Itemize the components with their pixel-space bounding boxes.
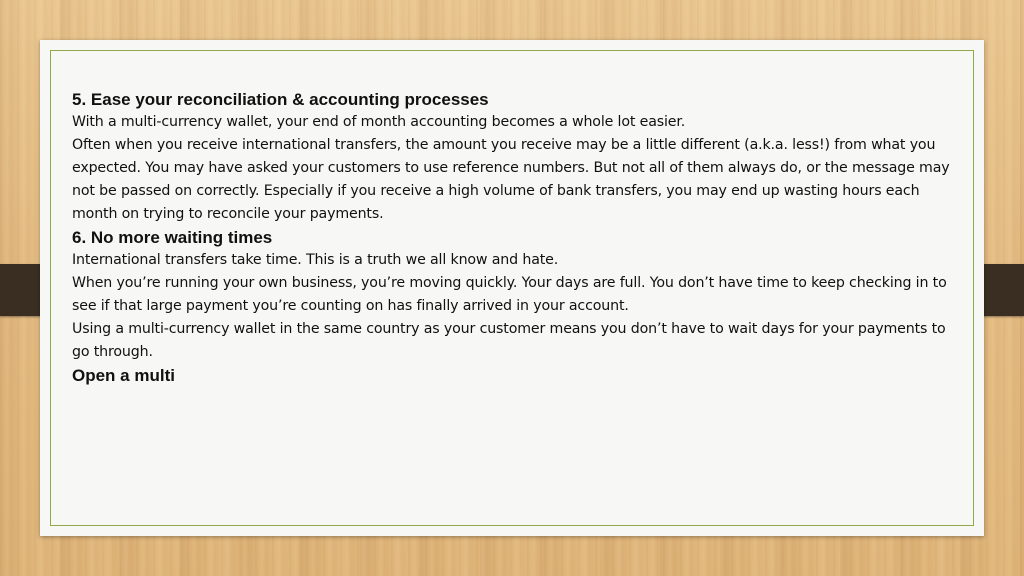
paragraph-same-country-wallet: Using a multi-currency wallet in the same country as your customer means you don’t have to wait days for your payments to go through. [72,321,946,360]
closing-heading: Open a multi [72,366,175,385]
slide-content [72,88,952,387]
section-heading-waiting-times: 6. No more waiting times [72,228,273,247]
paragraph-running-business: When you’re running your own business, you’re moving quickly. Your days are full. You don’t have time to keep checking in to see if that large payment you’re counting on has finally arrived in your account. [72,275,947,314]
slide-card [40,40,984,536]
paragraph-international-transfers: Often when you receive international transfers, the amount you receive may be a little different (a.k.a. less!) from what you expected. You may have asked your customers to use reference numbers. But not all of them always do, or the message may not be passed on correctly. Especially if you receive a high volume of bank transfers, you may end up wasting hours each month on trying to reconcile your payments. [72,137,950,222]
section-heading-reconciliation: 5. Ease your reconciliation & accounting processes [72,90,489,109]
paragraph-transfers-take-time: International transfers take time. This is a truth we all know and hate. [72,252,559,268]
paragraph-multi-currency-intro: With a multi-currency wallet, your end of month accounting becomes a whole lot easier. [72,114,686,130]
